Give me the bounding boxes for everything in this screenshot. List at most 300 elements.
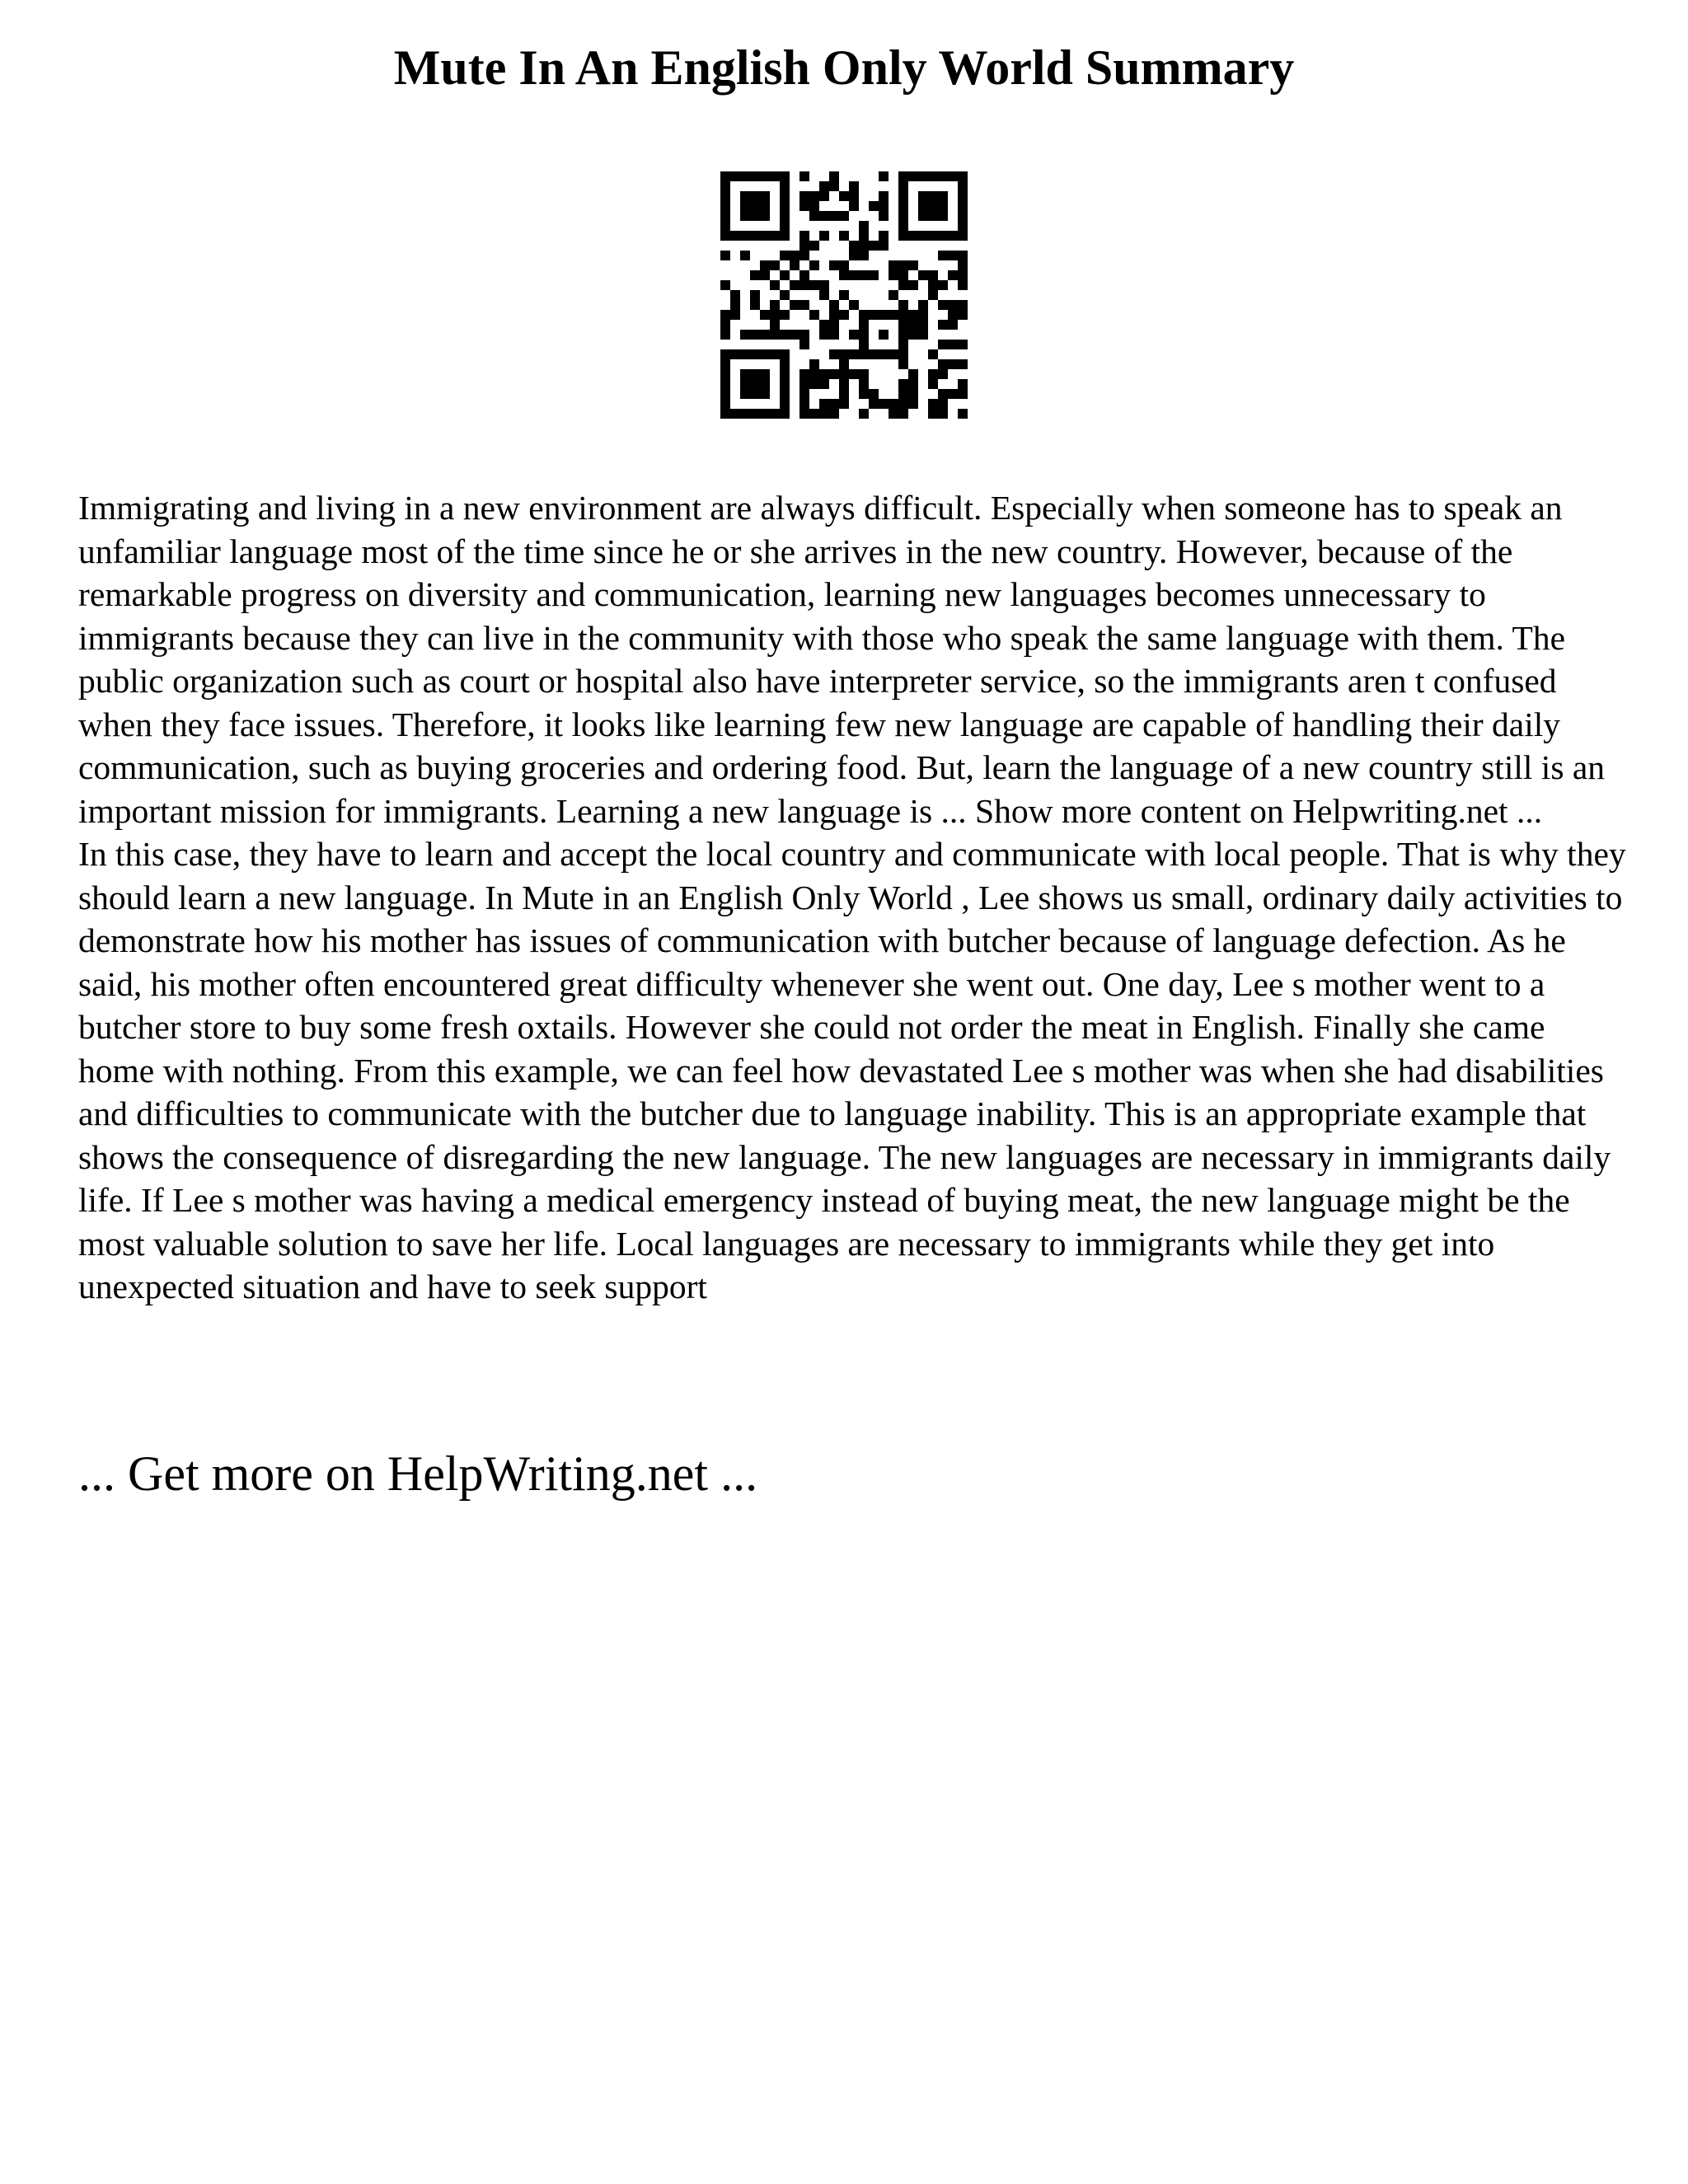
qr-module: [809, 191, 819, 201]
qr-module: [809, 201, 819, 211]
qr-module: [889, 409, 898, 419]
qr-module: [918, 231, 928, 241]
qr-module: [770, 280, 780, 290]
qr-module: [898, 191, 908, 201]
qr-module: [780, 369, 790, 379]
qr-module: [750, 369, 760, 379]
qr-module: [839, 231, 849, 241]
qr-module: [908, 231, 918, 241]
qr-module: [898, 211, 908, 221]
qr-module: [918, 310, 928, 320]
qr-module: [839, 270, 849, 280]
qr-module: [809, 280, 819, 290]
qr-module: [879, 171, 889, 181]
qr-module: [829, 181, 839, 191]
qr-module: [938, 409, 948, 419]
qr-module: [898, 349, 908, 359]
qr-module: [760, 171, 770, 181]
qr-module: [720, 251, 730, 260]
qr-code-image: [720, 171, 968, 419]
qr-module: [770, 409, 780, 419]
qr-module: [918, 320, 928, 330]
qr-module: [760, 201, 770, 211]
qr-module: [799, 399, 809, 409]
qr-module: [859, 379, 869, 389]
qr-module: [938, 231, 948, 241]
qr-module: [720, 320, 730, 330]
qr-module: [730, 231, 740, 241]
qr-module: [720, 191, 730, 201]
qr-module: [760, 231, 770, 241]
qr-module: [770, 231, 780, 241]
qr-module: [859, 270, 869, 280]
qr-module: [730, 349, 740, 359]
qr-module: [740, 231, 750, 241]
qr-module: [859, 320, 869, 330]
qr-module: [958, 221, 968, 231]
qr-module: [760, 369, 770, 379]
qr-module: [780, 201, 790, 211]
qr-module: [829, 409, 839, 419]
qr-module: [780, 409, 790, 419]
qr-module: [869, 399, 879, 409]
qr-module: [958, 409, 968, 419]
qr-module: [839, 290, 849, 300]
qr-module: [750, 409, 760, 419]
qr-module: [879, 349, 889, 359]
qr-module: [958, 300, 968, 310]
qr-module: [859, 409, 869, 419]
qr-module: [958, 280, 968, 290]
qr-module: [898, 379, 908, 389]
page-title: Mute In An English Only World Summary: [393, 40, 1295, 95]
qr-module: [760, 310, 770, 320]
qr-module: [780, 349, 790, 359]
qr-module: [720, 330, 730, 340]
qr-module: [898, 340, 908, 349]
qr-module: [869, 201, 879, 211]
qr-module: [770, 171, 780, 181]
qr-module: [928, 171, 938, 181]
qr-module: [799, 409, 809, 419]
qr-module: [799, 191, 809, 201]
qr-module: [869, 270, 879, 280]
qr-module: [809, 310, 819, 320]
qr-module: [918, 171, 928, 181]
qr-module: [889, 260, 898, 270]
qr-module: [928, 211, 938, 221]
qr-module: [879, 241, 889, 251]
qr-module: [928, 379, 938, 389]
qr-module: [780, 251, 790, 260]
qr-module: [839, 369, 849, 379]
qr-module: [799, 171, 809, 181]
qr-code-graphic: [720, 171, 968, 419]
qr-module: [760, 330, 770, 340]
qr-module: [928, 231, 938, 241]
qr-module: [948, 270, 958, 280]
qr-module: [770, 300, 780, 310]
qr-module: [849, 349, 859, 359]
qr-module: [879, 191, 889, 201]
qr-module: [898, 320, 908, 330]
qr-module: [889, 270, 898, 280]
qr-module: [780, 290, 790, 300]
qr-module: [799, 340, 809, 349]
qr-module: [740, 379, 750, 389]
qr-module: [938, 399, 948, 409]
qr-module: [720, 221, 730, 231]
qr-module: [918, 300, 928, 310]
qr-module: [750, 379, 760, 389]
qr-module: [790, 251, 799, 260]
qr-module: [809, 260, 819, 270]
qr-module: [730, 310, 740, 320]
qr-module: [750, 201, 760, 211]
qr-module: [809, 241, 819, 251]
qr-module: [809, 369, 819, 379]
qr-module: [780, 211, 790, 221]
qr-module: [898, 300, 908, 310]
qr-module: [958, 181, 968, 191]
qr-module: [948, 300, 958, 310]
qr-module: [849, 251, 859, 260]
qr-module: [829, 320, 839, 330]
qr-module: [928, 369, 938, 379]
qr-module: [780, 231, 790, 241]
qr-module: [720, 399, 730, 409]
qr-module: [780, 171, 790, 181]
qr-module: [829, 349, 839, 359]
qr-module: [790, 330, 799, 340]
qr-module: [780, 181, 790, 191]
qr-module: [859, 389, 869, 399]
qr-module: [839, 349, 849, 359]
qr-module: [750, 231, 760, 241]
qr-module: [908, 260, 918, 270]
qr-module: [859, 340, 869, 349]
qr-module: [740, 191, 750, 201]
qr-module: [898, 181, 908, 191]
qr-module: [839, 399, 849, 409]
qr-module: [839, 211, 849, 221]
qr-module: [780, 310, 790, 320]
qr-module: [730, 290, 740, 300]
qr-module: [819, 231, 829, 241]
qr-module: [829, 260, 839, 270]
qr-module: [898, 359, 908, 369]
qr-module: [809, 359, 819, 369]
qr-module: [938, 251, 948, 260]
qr-module: [938, 171, 948, 181]
qr-module: [770, 310, 780, 320]
qr-module: [898, 310, 908, 320]
qr-module: [869, 389, 879, 399]
qr-module: [720, 349, 730, 359]
qr-module: [908, 320, 918, 330]
qr-module: [740, 389, 750, 399]
qr-module: [760, 379, 770, 389]
qr-module: [908, 389, 918, 399]
qr-module: [760, 349, 770, 359]
qr-module: [770, 320, 780, 330]
qr-module: [849, 191, 859, 201]
qr-module: [948, 310, 958, 320]
qr-module: [948, 251, 958, 260]
qr-module: [908, 379, 918, 389]
qr-module: [849, 369, 859, 379]
qr-module: [809, 379, 819, 389]
qr-module: [958, 389, 968, 399]
qr-module: [750, 349, 760, 359]
qr-module: [908, 399, 918, 409]
qr-module: [958, 251, 968, 260]
qr-module: [720, 379, 730, 389]
qr-module: [819, 280, 829, 290]
qr-module: [780, 191, 790, 201]
qr-module: [869, 310, 879, 320]
qr-module: [799, 201, 809, 211]
qr-module: [958, 310, 968, 320]
qr-module: [918, 270, 928, 280]
qr-module: [819, 409, 829, 419]
qr-module: [780, 399, 790, 409]
qr-module: [730, 171, 740, 181]
qr-module: [938, 300, 948, 310]
qr-module: [898, 280, 908, 290]
qr-module: [760, 211, 770, 221]
qr-module: [740, 349, 750, 359]
qr-module: [799, 379, 809, 389]
qr-module: [859, 349, 869, 359]
qr-module: [780, 270, 790, 280]
qr-module: [958, 359, 968, 369]
qr-module: [790, 300, 799, 310]
qr-module: [799, 280, 809, 290]
qr-module: [958, 231, 968, 241]
qr-module: [720, 201, 730, 211]
qr-module: [948, 359, 958, 369]
qr-module: [889, 399, 898, 409]
qr-module: [908, 280, 918, 290]
qr-module: [938, 340, 948, 349]
qr-module: [740, 211, 750, 221]
qr-module: [839, 359, 849, 369]
qr-module: [879, 399, 889, 409]
qr-module: [730, 300, 740, 310]
paragraph-1: Immigrating and living in a new environment are always difficult. Especially when someone has to speak an unfamiliar language most of the time since he or she arrives in the new country. However, because of the remarkable progress on diversity and communication, learning new languages becomes unnecessary to immigrants because they can live in the community with those who speak the same language with them. The public organization such as court or hospital also have interpreter service, so the immigrants aren t confused when they face issues. Therefore, it looks like learning few new language are capable of handling their daily communication, such as buying groceries and ordering food. But, learn the language of a new country still is an important mission for immigrants. Learning a new language is ... Show more content on Helpwriting.net ...: [78, 489, 1606, 830]
qr-module: [839, 389, 849, 399]
qr-module: [928, 409, 938, 419]
qr-module: [760, 389, 770, 399]
qr-module: [958, 211, 968, 221]
qr-module: [720, 231, 730, 241]
qr-module: [780, 359, 790, 369]
qr-module: [790, 260, 799, 270]
qr-module: [720, 359, 730, 369]
qr-module: [780, 221, 790, 231]
qr-module: [938, 201, 948, 211]
qr-module: [819, 191, 829, 201]
qr-module: [958, 270, 968, 280]
qr-module: [770, 349, 780, 359]
qr-module: [859, 330, 869, 340]
qr-module: [720, 310, 730, 320]
qr-module: [869, 349, 879, 359]
qr-module: [819, 379, 829, 389]
qr-module: [948, 231, 958, 241]
qr-module: [879, 330, 889, 340]
qr-module: [750, 270, 760, 280]
qr-module: [859, 231, 869, 241]
qr-module: [829, 300, 839, 310]
qr-module: [740, 409, 750, 419]
qr-module: [740, 201, 750, 211]
qr-module: [859, 251, 869, 260]
qr-module: [879, 211, 889, 221]
qr-module: [859, 310, 869, 320]
qr-module: [859, 241, 869, 251]
qr-module: [720, 280, 730, 290]
qr-module: [819, 181, 829, 191]
qr-module: [770, 260, 780, 270]
qr-module: [819, 211, 829, 221]
qr-module: [889, 349, 898, 359]
qr-module: [898, 330, 908, 340]
qr-module: [819, 290, 829, 300]
qr-module: [928, 290, 938, 300]
qr-module: [829, 310, 839, 320]
paragraph-2: In this case, they have to learn and accept the local country and communicate with local people. That is why they should learn a new language. In Mute in an English Only World , Lee shows us small, ordinary daily activities to demonstrate how his mother has issues of communication with butcher because of language defection. As he said, his mother often encountered great difficulty whenever she went out. One day, Lee s mother went to a butcher store to buy some fresh oxtails. However she could not order the meat in English. Finally she came home with nothing. From this example, we can feel how devastated Lee s mother was when she had disabilities and difficulties to communicate with the butcher due to language inability. This is an appropriate example that shows the consequence of disregarding the new language. The new languages are necessary in immigrants daily life. If Lee s mother was having a medical emergency instead of buying meat, the new language might be the most valuable solution to save her life. Local languages are necessary to immigrants while they get into unexpected situation and have to seek support: [78, 835, 1626, 1305]
qr-module: [849, 300, 859, 310]
qr-module: [928, 191, 938, 201]
qr-module: [938, 320, 948, 330]
qr-module: [839, 191, 849, 201]
qr-module: [918, 201, 928, 211]
qr-module: [799, 231, 809, 241]
qr-module: [799, 330, 809, 340]
qr-module: [780, 330, 790, 340]
qr-module: [948, 320, 958, 330]
qr-module: [849, 201, 859, 211]
qr-module: [928, 201, 938, 211]
qr-module: [898, 409, 908, 419]
qr-module: [750, 290, 760, 300]
qr-module: [720, 181, 730, 191]
qr-module: [760, 260, 770, 270]
qr-module: [948, 171, 958, 181]
qr-module: [799, 389, 809, 399]
qr-module: [740, 330, 750, 340]
qr-module: [799, 241, 809, 251]
qr-module: [829, 171, 839, 181]
qr-module: [898, 389, 908, 399]
qr-module: [948, 389, 958, 399]
qr-module: [908, 310, 918, 320]
qr-module: [819, 399, 829, 409]
qr-module: [938, 389, 948, 399]
qr-module: [750, 330, 760, 340]
qr-module: [750, 300, 760, 310]
qr-module: [720, 409, 730, 419]
qr-module: [760, 409, 770, 419]
qr-module: [918, 191, 928, 201]
qr-module: [879, 201, 889, 211]
qr-module: [869, 241, 879, 251]
qr-module: [918, 211, 928, 221]
qr-module: [859, 369, 869, 379]
qr-module: [958, 340, 968, 349]
qr-module: [958, 379, 968, 389]
qr-module: [898, 260, 908, 270]
qr-module: [809, 409, 819, 419]
qr-module: [908, 330, 918, 340]
qr-module: [720, 171, 730, 181]
qr-module: [730, 409, 740, 419]
qr-module: [740, 369, 750, 379]
qr-module: [958, 191, 968, 201]
qr-module: [958, 260, 968, 270]
qr-module: [799, 251, 809, 260]
qr-module: [819, 320, 829, 330]
qr-module: [780, 389, 790, 399]
qr-module: [829, 369, 839, 379]
qr-module: [720, 389, 730, 399]
get-more-link[interactable]: ... Get more on HelpWriting.net ...: [78, 1446, 758, 1501]
qr-module: [928, 399, 938, 409]
qr-module: [938, 359, 948, 369]
qr-module: [879, 310, 889, 320]
qr-module: [720, 369, 730, 379]
qr-module: [809, 211, 819, 221]
qr-module: [928, 280, 938, 290]
qr-module: [750, 211, 760, 221]
qr-module: [799, 300, 809, 310]
qr-module: [879, 231, 889, 241]
qr-module: [938, 191, 948, 201]
qr-module: [760, 191, 770, 201]
qr-module: [898, 270, 908, 280]
qr-module: [908, 369, 918, 379]
qr-module: [829, 330, 839, 340]
qr-module: [770, 330, 780, 340]
article-body: [78, 486, 1628, 1309]
qr-module: [839, 379, 849, 389]
qr-module: [928, 270, 938, 280]
qr-module: [849, 270, 859, 280]
qr-module: [938, 280, 948, 290]
qr-module: [898, 171, 908, 181]
qr-module: [898, 221, 908, 231]
qr-module: [750, 191, 760, 201]
qr-module: [839, 260, 849, 270]
qr-module: [740, 251, 750, 260]
qr-module: [889, 290, 898, 300]
qr-module: [740, 171, 750, 181]
qr-module: [938, 369, 948, 379]
qr-module: [859, 221, 869, 231]
qr-module: [819, 330, 829, 340]
qr-module: [780, 379, 790, 389]
qr-module: [839, 310, 849, 320]
qr-module: [750, 389, 760, 399]
qr-module: [829, 211, 839, 221]
qr-module: [898, 231, 908, 241]
qr-module: [938, 211, 948, 221]
qr-module: [928, 349, 938, 359]
qr-module: [958, 171, 968, 181]
qr-module: [898, 201, 908, 211]
